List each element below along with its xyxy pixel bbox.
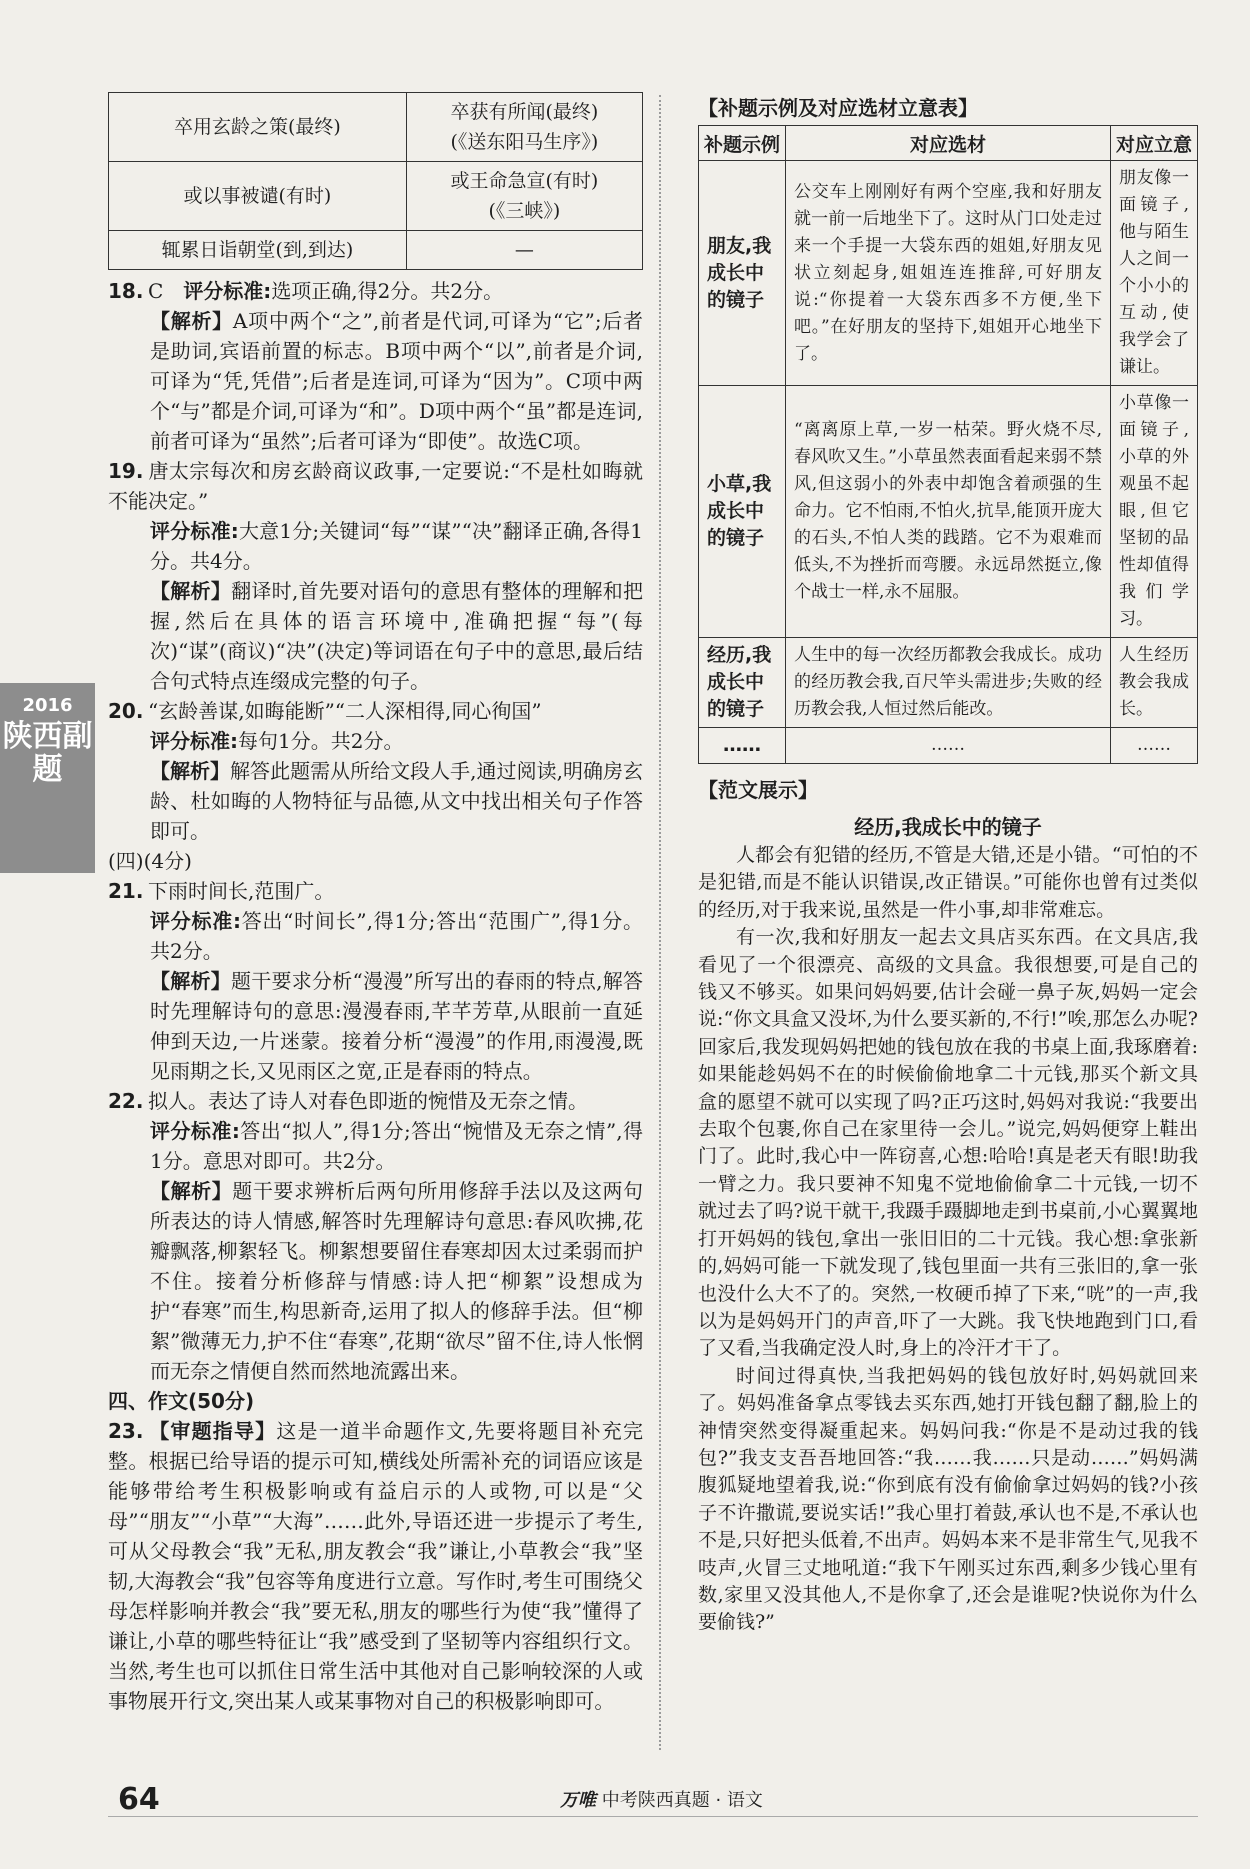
table-cell: 或以事被谴(有时) bbox=[109, 162, 407, 231]
column-header: 对应选材 bbox=[786, 126, 1111, 161]
example-point: 人生经历教会我成长。 bbox=[1111, 638, 1198, 728]
example-material: “离离原上草,一岁一枯荣。野火烧不尽,春风吹又生。”小草虽然表面看起来弱不禁风,但这弱小的外表中却饱含着顽强的生命力。它不怕雨,不怕火,抗旱,能顶开庞大的石头,不怕人类的践踏。它不为艰难而低头,不为挫折而弯腰。永远昂然挺立,像个战士一样,永不屈服。 bbox=[786, 386, 1111, 638]
essay-title: 经历,我成长中的镜子 bbox=[854, 815, 1042, 839]
table-header-row bbox=[699, 126, 1198, 161]
footer-rule bbox=[108, 1816, 1198, 1817]
page-number: 64 bbox=[118, 1782, 160, 1817]
examples-table bbox=[108, 92, 643, 270]
footer-caption: 万唯 中考陕西真题 · 语文 bbox=[560, 1790, 763, 1811]
table-row bbox=[109, 162, 643, 231]
table-cell: 卒用玄龄之策(最终) bbox=[109, 93, 407, 162]
table-title: 【补题示例及对应选材立意表】 bbox=[698, 96, 978, 120]
brand-logo: 万唯 bbox=[560, 1790, 596, 1811]
topic-table bbox=[698, 125, 1198, 764]
column-divider bbox=[659, 95, 661, 1750]
table-row bbox=[699, 161, 1198, 386]
example-point: 小草像一面镜子,小草的外观虽不起眼,但它坚韧的品性却值得我们学习。 bbox=[1111, 386, 1198, 638]
example-material: 公交车上刚刚好有两个空座,我和好朋友就一前一后地坐下了。这时从门口处走过来一个手提一大袋东西的姐姐,好朋友见状立刻起身,姐姐连连推辞,可好朋友说:“你提着一大袋东西多不方便,坐下吧。”在好朋友的坚持下,姐姐开心地坐下了。 bbox=[786, 161, 1111, 386]
left-column bbox=[108, 92, 643, 1716]
example-title: …… bbox=[699, 728, 786, 764]
question-22: 22. 拟人。表达了诗人对春色即逝的惋惜及无奈之情。 评分标准:答出“拟人”,得1分;答出“惋惜及无奈之情”,得1分。意思对即可。共2分。 【解析】题干要求辨析后两句所用修辞手法以及这两句所表达的诗人情感,解答时先理解诗句意思:春风吹拂,花瓣飘落,柳絮轻飞。柳絮想要留住春寒却因太过柔弱而护不住。接着分析修辞与情感:诗人把“柳絮”设想成为护“春寒”而生,构思新奇,运用了拟人的修辞手法。但“柳絮”微薄无力,护不住“春寒”,花期“欲尽”留不住,诗人怅惘而无奈之情便自然而然地流露出来。 bbox=[108, 1089, 644, 1383]
table-cell: 辄累日诣朝堂(到,到达) bbox=[109, 231, 407, 270]
table-row bbox=[699, 386, 1198, 638]
table-row bbox=[109, 93, 643, 162]
example-material: …… bbox=[786, 728, 1111, 764]
section-composition: 四、作文(50分) bbox=[108, 1389, 255, 1413]
table-cell: — bbox=[406, 231, 642, 270]
question-20: 20. “玄龄善谋,如晦能断”“二人深相得,同心徇国” 评分标准:每句1分。共2分。 【解析】解答此题需从所给文段人手,通过阅读,明确房玄龄、杜如晦的人物特征与品德,从文中找出相关句子作答即可。 bbox=[108, 699, 643, 843]
right-column bbox=[698, 92, 1198, 1637]
column-header: 补题示例 bbox=[699, 126, 786, 161]
question-18: 18. C 评分标准:选项正确,得2分。共2分。 【解析】A项中两个“之”,前者是代词,可译为“它”;后者是助词,宾语前置的标志。B项中两个“以”,前者是介词,可译为“凭,凭借”;后者是连词,可译为“因为”。C项中两个“与”都是介词,可译为“和”。D项中两个“虽”都是连词,前者可译为“虽然”;后者可译为“即使”。故选C项。 bbox=[108, 279, 644, 453]
question-21: 21. 下雨时间长,范围广。 评分标准:答出“时间长”,得1分;答出“范围广”,得1分。共2分。 【解析】题干要求分析“漫漫”所写出的春雨的特点,解答时先理解诗句的意思:漫漫春雨,芊芊芳草,从眼前一直延伸到天边,一片迷蒙。接着分析“漫漫”的作用,雨漫漫,既见雨期之长,又见雨区之宽,正是春雨的特点。 bbox=[108, 879, 644, 1083]
table-cell: 或王命急宣(有时) (《三峡》) bbox=[406, 162, 642, 231]
table-row bbox=[699, 638, 1198, 728]
side-tab bbox=[0, 683, 95, 873]
side-tab-year: 2016 bbox=[22, 695, 73, 716]
table-cell: 卒获有所闻(最终) (《送东阳马生序》) bbox=[406, 93, 642, 162]
essay-paragraph: 人都会有犯错的经历,不管是大错,还是小错。“可怕的不是犯错,而是不能认识错误,改正错误。”可能你也曾有过类似的经历,对于我来说,虽然是一件小事,却非常难忘。 bbox=[698, 844, 1198, 921]
example-material: 人生中的每一次经历都教会我成长。成功的经历教会我,百尺竿头需进步;失败的经历教会我,人恒过然后能改。 bbox=[786, 638, 1111, 728]
example-title: 小草,我成长中的镜子 bbox=[699, 386, 786, 638]
section-four: (四)(4分) bbox=[108, 849, 192, 873]
essay-paragraph: 有一次,我和好朋友一起去文具店买东西。在文具店,我看见了一个很漂亮、高级的文具盒。我很想要,可是自己的钱又不够买。如果问妈妈要,估计会碰一鼻子灰,妈妈一定会说:“你文具盒又没坏,为什么要买新的,不行!”唉,那怎么办呢?回家后,我发现妈妈把她的钱包放在我的书桌上面,我琢磨着:如果能趁妈妈不在的时候偷偷地拿二十元钱,那买个新文具盒的愿望不就可以实现了吗?正巧这时,妈妈对我说:“我要出去取个包裹,你自己在家里待一会儿。”说完,妈妈便穿上鞋出门了。此时,我心中一阵窃喜,心想:哈哈!真是老天有眼!助我一臂之力。我只要神不知鬼不觉地偷偷拿二十元钱,一切不就过去了吗?说干就干,我蹑手蹑脚地走到书桌前,小心翼翼地打开妈妈的钱包,拿出一张旧旧的二十元钱。我心想:拿张新的,妈妈可能一下就发现了,钱包里面一共有三张旧的,拿一张也没什么大不了的。突然,一枚硬币掉了下来,“咣”的一声,我以为是妈妈开门的声音,吓了一大跳。我飞快地跑到门口,看了又看,当我确定没人时,身上的冷汗才干了。 bbox=[698, 926, 1198, 1360]
question-19: 19. 唐太宗每次和房玄龄商议政事,一定要说:“不是杜如晦就不能决定。” 评分标准:大意1分;关键词“每”“谋”“决”翻译正确,各得1分。共4分。 【解析】翻译时,首先要对语句的意思有整体的理解和把握,然后在具体的语言环境中,准确把握“每”(每次)“谋”(商议)“决”(决定)等词语在句子中的意思,最后结合句式特点连缀成完整的句子。 bbox=[108, 459, 644, 693]
column-header: 对应立意 bbox=[1111, 126, 1198, 161]
question-23: 23. 【审题指导】这是一道半命题作文,先要将题目补充完整。根据已给导语的提示可知,横线处所需补充的词语应该是能够带给考生积极影响或有益启示的人或物,可以是“父母”“朋友”“小草”“大海”……此外,导语还进一步提示了考生,可从父母教会“我”无私,朋友教会“我”谦让,小草教会“我”坚韧,大海教会“我”包容等角度进行立意。写作时,考生可围绕父母怎样影响并教会“我”要无私,朋友的哪些行为使“我”懂得了谦让,小草的哪些特征让“我”感受到了坚韧等内容组织行文。当然,考生也可以抓住日常生活中其他对自己影响较深的人或事物展开行文,突出某人或某事物对自己的积极影响即可。 bbox=[108, 1419, 644, 1713]
example-title: 经历,我成长中的镜子 bbox=[699, 638, 786, 728]
table-row bbox=[699, 728, 1198, 764]
model-essay-label: 【范文展示】 bbox=[698, 778, 818, 802]
table-row bbox=[109, 231, 643, 270]
example-point: …… bbox=[1111, 728, 1198, 764]
example-title: 朋友,我成长中的镜子 bbox=[699, 161, 786, 386]
side-tab-label: 陕西副题 bbox=[2, 719, 93, 787]
example-point: 朋友像一面镜子,他与陌生人之间一个小小的互动,使我学会了谦让。 bbox=[1111, 161, 1198, 386]
essay-paragraph: 时间过得真快,当我把妈妈的钱包放好时,妈妈就回来了。妈妈准备拿点零钱去买东西,她打开钱包翻了翻,脸上的神情突然变得凝重起来。妈妈问我:“你是不是动过我的钱包?”我支支吾吾地回答:“我……我……只是动……”妈妈满腹狐疑地望着我,说:“你到底有没有偷偷拿过妈妈的钱?小孩子不许撒谎,要说实话!”我心里打着鼓,承认也不是,不承认也不是,只好把头低着,不出声。妈妈本来不是非常生气,见我不吱声,火冒三丈地吼道:“我下午刚买过东西,剩多少钱心里有数,家里又没其他人,不是你拿了,还会是谁呢?快说你为什么要偷钱?” bbox=[698, 1364, 1198, 1634]
